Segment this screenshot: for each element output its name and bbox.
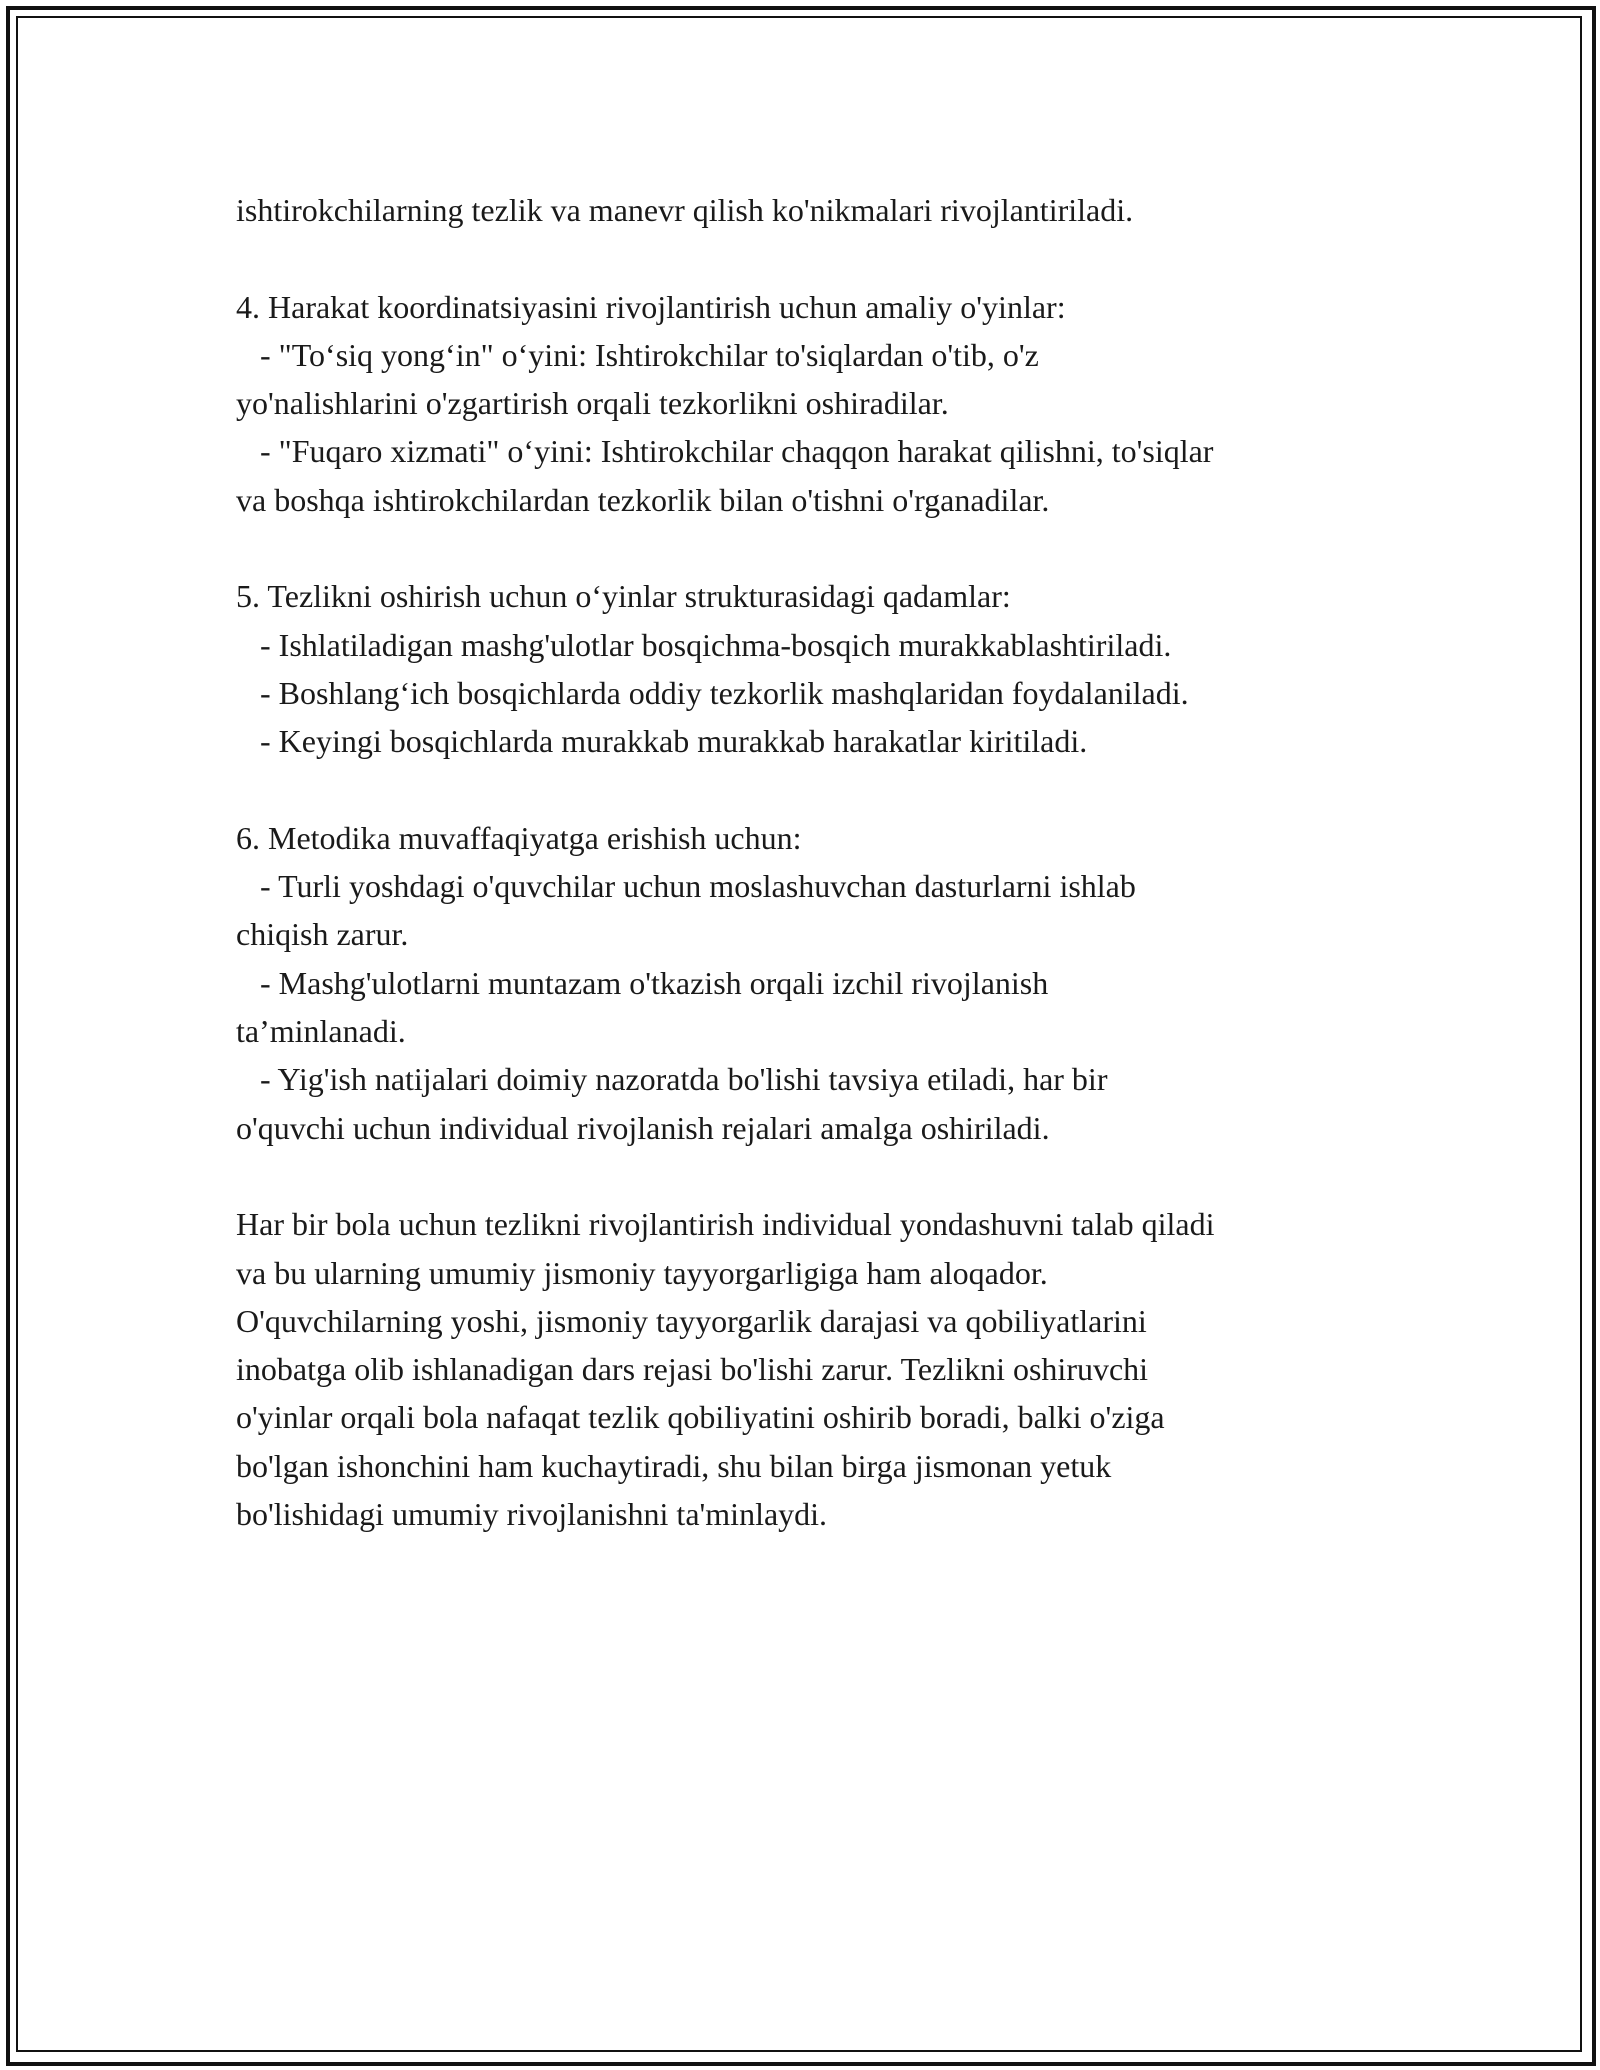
- paragraph-spacer: [236, 766, 1376, 814]
- text-line: - "Fuqaro xizmati" o‘yini: Ishtirokchilar chaqqon harakat qilishni, to'siqlar: [236, 433, 1214, 470]
- section-heading-6: 6. Metodika muvaffaqiyatga erishish uchun:: [236, 819, 802, 856]
- text-line: o'yinlar orqali bola nafaqat tezlik qobiliyatini oshirib boradi, balki o'ziga: [236, 1399, 1165, 1436]
- text-line: - "To‘siq yong‘in" o‘yini: Ishtirokchilar to'siqlardan o'tib, o'z: [236, 336, 1039, 373]
- text-line: va bu ularning umumiy jismoniy tayyorgarligiga ham aloqador.: [236, 1254, 1048, 1291]
- text-line: yo'nalishlarini o'zgartirish orqali tezkorlikni oshiradilar.: [236, 385, 949, 422]
- text-line: bo'lgan ishonchini ham kuchaytiradi, shu bilan birga jismonan yetuk: [236, 1447, 1112, 1484]
- text-line: Har bir bola uchun tezlikni rivojlantirish individual yondashuvni talab qiladi: [236, 1206, 1215, 1243]
- section-heading-5: 5. Tezlikni oshirish uchun o‘yinlar strukturasidagi qadamlar:: [236, 578, 1011, 615]
- text-line: O'quvchilarning yoshi, jismoniy tayyorgarlik darajasi va qobiliyatlarini: [236, 1302, 1147, 1339]
- text-line: chiqish zarur.: [236, 916, 409, 953]
- text-line: inobatga olib ishlanadigan dars rejasi bo'lishi zarur. Tezlikni oshiruvchi: [236, 1351, 1149, 1388]
- paragraph-spacer: [236, 1152, 1376, 1200]
- text-line: - Boshlang‘ich bosqichlarda oddiy tezkorlik mashqlaridan foydalaniladi.: [236, 674, 1189, 711]
- text-line: - Mashg'ulotlarni muntazam o'tkazish orqali izchil rivojlanish: [236, 964, 1049, 1001]
- section-heading-4: 4. Harakat koordinatsiyasini rivojlantirish uchun amaliy o'yinlar:: [236, 288, 1066, 325]
- document-body: [236, 186, 1376, 1538]
- text-line: bo'lishidagi umumiy rivojlanishni ta'minlaydi.: [236, 1496, 828, 1533]
- text-line: va boshqa ishtirokchilardan tezkorlik bilan o'tishni o'rganadilar.: [236, 481, 1050, 518]
- text-line: - Turli yoshdagi o'quvchilar uchun moslashuvchan dasturlarni ishlab: [236, 868, 1136, 905]
- paragraph-spacer: [236, 524, 1376, 572]
- text-line: - Yig'ish natijalari doimiy nazoratda bo'lishi tavsiya etiladi, har bir: [236, 1061, 1108, 1098]
- text-line: - Keyingi bosqichlarda murakkab murakkab harakatlar kiritiladi.: [236, 723, 1088, 760]
- text-line: o'quvchi uchun individual rivojlanish rejalari amalga oshiriladi.: [236, 1109, 1050, 1146]
- text-line: - Ishlatiladigan mashg'ulotlar bosqichma-bosqich murakkablashtiriladi.: [236, 626, 1172, 663]
- text-line: ishtirokchilarning tezlik va manevr qilish ko'nikmalari rivojlantiriladi.: [236, 192, 1134, 228]
- text-line: ta’minlanadi.: [236, 1013, 406, 1050]
- paragraph-spacer: [236, 234, 1376, 282]
